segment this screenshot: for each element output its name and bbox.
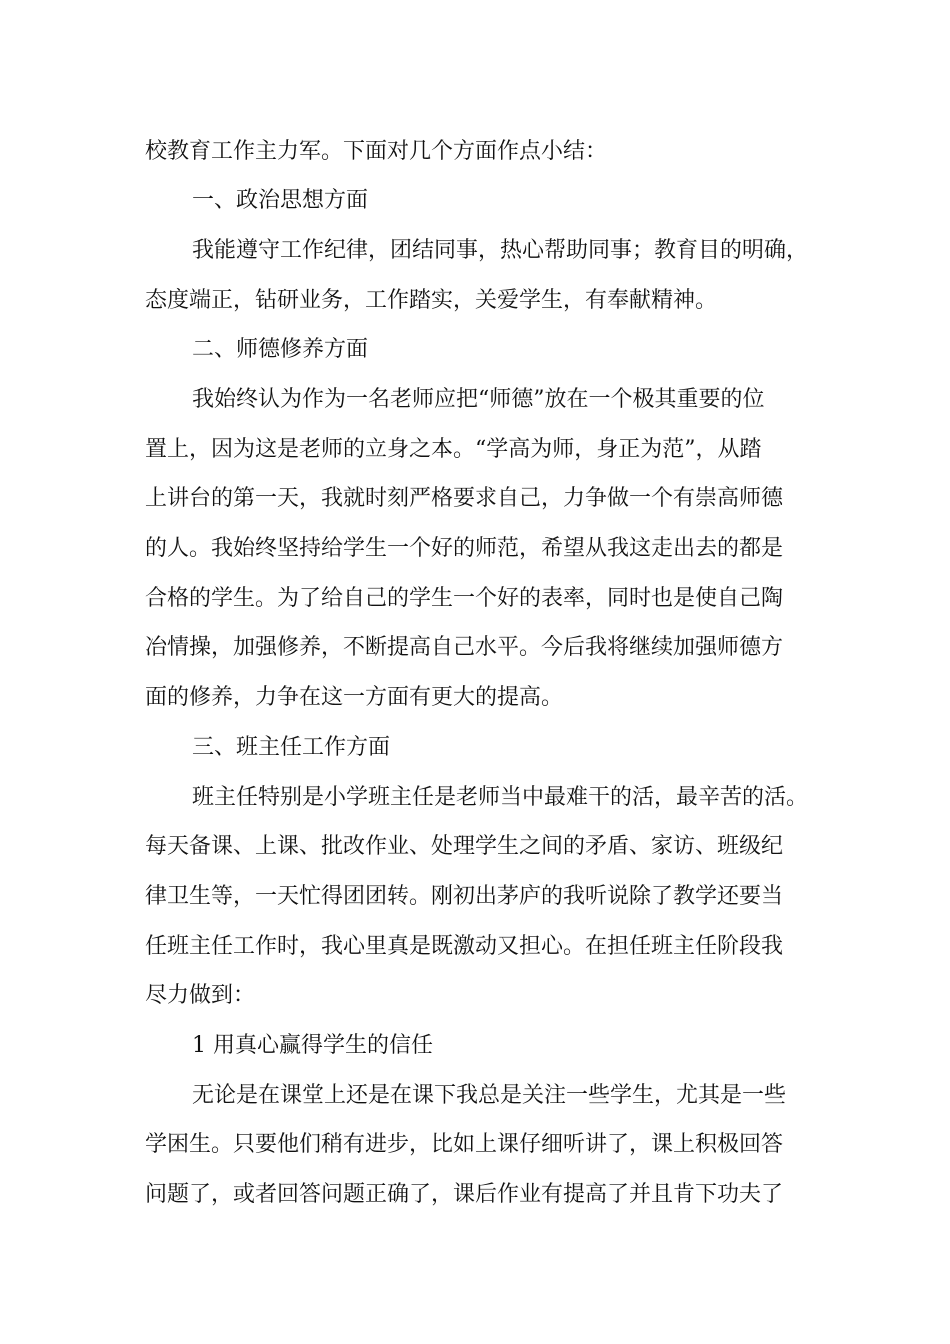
text-line: 班主任特别是小学班主任是老师当中最难干的活，最辛苦的活。: [192, 785, 809, 810]
text-line: 面的修养，力争在这一方面有更大的提高。: [145, 685, 564, 710]
text-line: 无论是在课堂上还是在课下我总是关注一些学生，尤其是一些: [192, 1083, 787, 1108]
text-line: 我能遵守工作纪律，团结同事，热心帮助同事；教育目的明确，: [192, 238, 809, 263]
text-line: 尽力做到：: [145, 983, 256, 1008]
text-line: 合格的学生。为了给自己的学生一个好的表率，同时也是使自己陶: [145, 586, 784, 611]
text-line: 我始终认为作为一名老师应把“师德”放在一个极其重要的位: [192, 387, 765, 412]
section-heading: 一、政治思想方面: [192, 188, 369, 213]
text-line: 上讲台的第一天，我就时刻严格要求自己，力争做一个有崇高师德: [145, 486, 784, 511]
section-heading: 三、班主任工作方面: [192, 735, 391, 760]
text-line: 态度端正，钻研业务，工作踏实，关爱学生，有奉献精神。: [145, 288, 718, 313]
text-line: 校教育工作主力军。下面对几个方面作点小结：: [145, 139, 608, 164]
subsection-heading: 1 用真心赢得学生的信任: [192, 1033, 433, 1058]
text-line: 的人。我始终坚持给学生一个好的师范，希望从我这走出去的都是: [145, 536, 784, 561]
text-line: 问题了，或者回答问题正确了，课后作业有提高了并且肯下功夫了: [145, 1182, 784, 1207]
text-line: 置上，因为这是老师的立身之本。“学高为师，身正为范”，从踏: [145, 437, 762, 462]
text-line: 学困生。只要他们稍有进步，比如上课仔细听讲了，课上积极回答: [145, 1132, 784, 1157]
text-line: 任班主任工作时，我心里真是既激动又担心。在担任班主任阶段我: [145, 934, 784, 959]
text-line: 冶情操，加强修养，不断提高自己水平。今后我将继续加强师德方: [145, 635, 784, 660]
text-line: 每天备课、上课、批改作业、处理学生之间的矛盾、家访、班级纪: [145, 834, 784, 859]
text-line: 律卫生等，一天忙得团团转。刚初出茅庐的我听说除了教学还要当: [145, 884, 784, 909]
section-heading: 二、师德修养方面: [192, 337, 369, 362]
